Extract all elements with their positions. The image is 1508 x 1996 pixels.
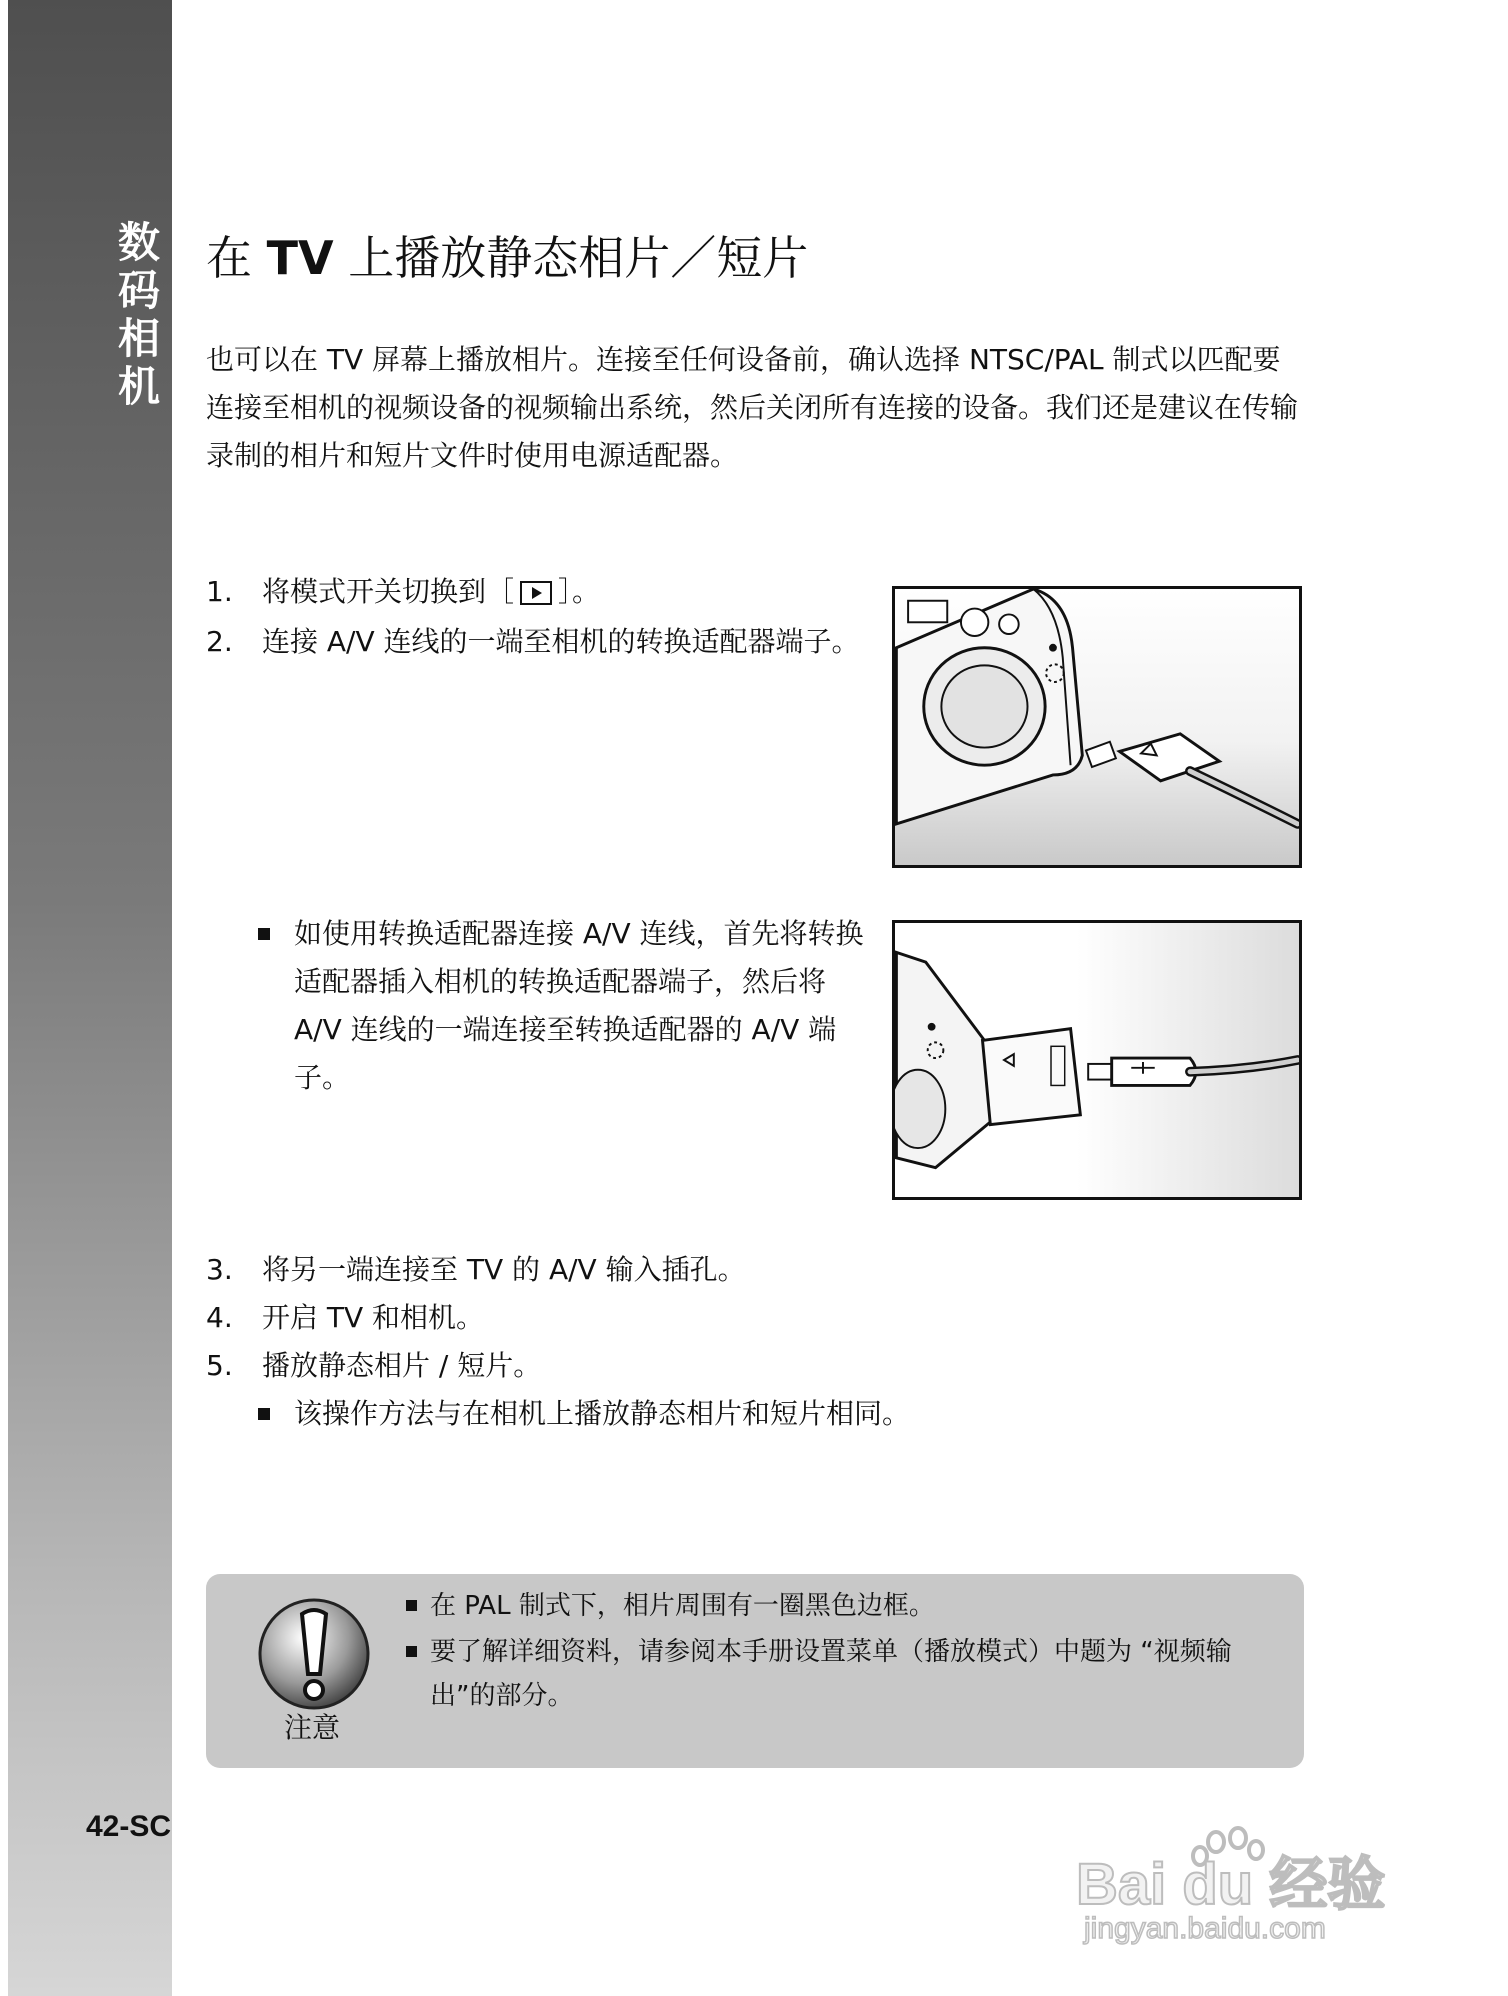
page-number: 42-SC: [86, 1810, 172, 1843]
bullet-square: [406, 1646, 417, 1657]
bullet-text: 如使用转换适配器连接 A/V 连线，首先将转换适配器插入相机的转换适配器端子，然后将 A/V 连线的一端连接至转换适配器的 A/V 端子。: [294, 917, 864, 1094]
adapter-cable-figure: [892, 920, 1302, 1200]
sidebar-title: 数码相机: [112, 220, 161, 412]
play-mode-icon: [520, 581, 552, 605]
bullet-square: [258, 928, 270, 940]
step-text: 将另一端连接至 TV 的 A/V 输入插孔。: [262, 1253, 746, 1286]
bullet-text: 该操作方法与在相机上播放静态相片和短片相同。: [294, 1397, 911, 1430]
step-text-end: ］。: [558, 575, 601, 608]
step-text: 连接 A/V 连线的一端至相机的转换适配器端子。: [262, 625, 860, 658]
step-1: [206, 568, 866, 616]
step-number: 2.: [206, 625, 233, 658]
step-3: [206, 1246, 1106, 1294]
intro-paragraph: 也可以在 TV 屏幕上播放相片。连接至任何设备前，确认选择 NTSC/PAL 制式以匹配要连接至相机的视频设备的视频输出系统，然后关闭所有连接的设备。我们还是建议在传输录制的相片和短片文件时使用电源适配器。: [206, 343, 1299, 472]
note-item-1: [406, 1584, 1276, 1628]
bullet-square: [406, 1600, 417, 1611]
baidu-watermark: [1066, 1826, 1426, 1946]
warning-icon: [256, 1596, 372, 1712]
page-title: [206, 222, 808, 288]
step-number: 1.: [206, 575, 233, 608]
step-number: 3.: [206, 1253, 233, 1286]
adapter-bullet: [258, 910, 868, 1102]
step-number: 4.: [206, 1301, 233, 1334]
step-text: 将模式开关切换到［: [262, 575, 515, 608]
step-text: 开启 TV 和相机。: [262, 1301, 485, 1334]
step-5: [206, 1342, 1106, 1390]
note-item-2: [406, 1630, 1276, 1718]
note-text: 要了解详细资料，请参阅本手册设置菜单（播放模式）中题为 “视频输出”的部分。: [430, 1637, 1232, 1711]
watermark-brand: Bai du 经验: [1076, 1852, 1386, 1917]
note-text: 在 PAL 制式下，相片周围有一圈黑色边框。: [430, 1591, 935, 1621]
note-label: 注意: [284, 1711, 341, 1744]
camera-cable-figure: [892, 586, 1302, 868]
watermark-url: jingyan.baidu.com: [1084, 1912, 1326, 1945]
step-number: 5.: [206, 1349, 233, 1382]
note-box: [206, 1574, 1304, 1768]
camera-cable-illustration: [895, 589, 1299, 865]
title-prefix: 在: [206, 231, 267, 285]
sidebar: [0, 0, 172, 1996]
playback-bullet: [258, 1390, 1158, 1438]
step-text: 播放静态相片 / 短片。: [262, 1349, 542, 1382]
bullet-square: [258, 1408, 270, 1420]
step-4: [206, 1294, 1106, 1342]
adapter-cable-illustration: [895, 923, 1299, 1197]
title-tv: TV: [266, 231, 334, 285]
step-2: [206, 618, 862, 666]
title-suffix: 上播放静态相片／短片: [333, 231, 809, 285]
